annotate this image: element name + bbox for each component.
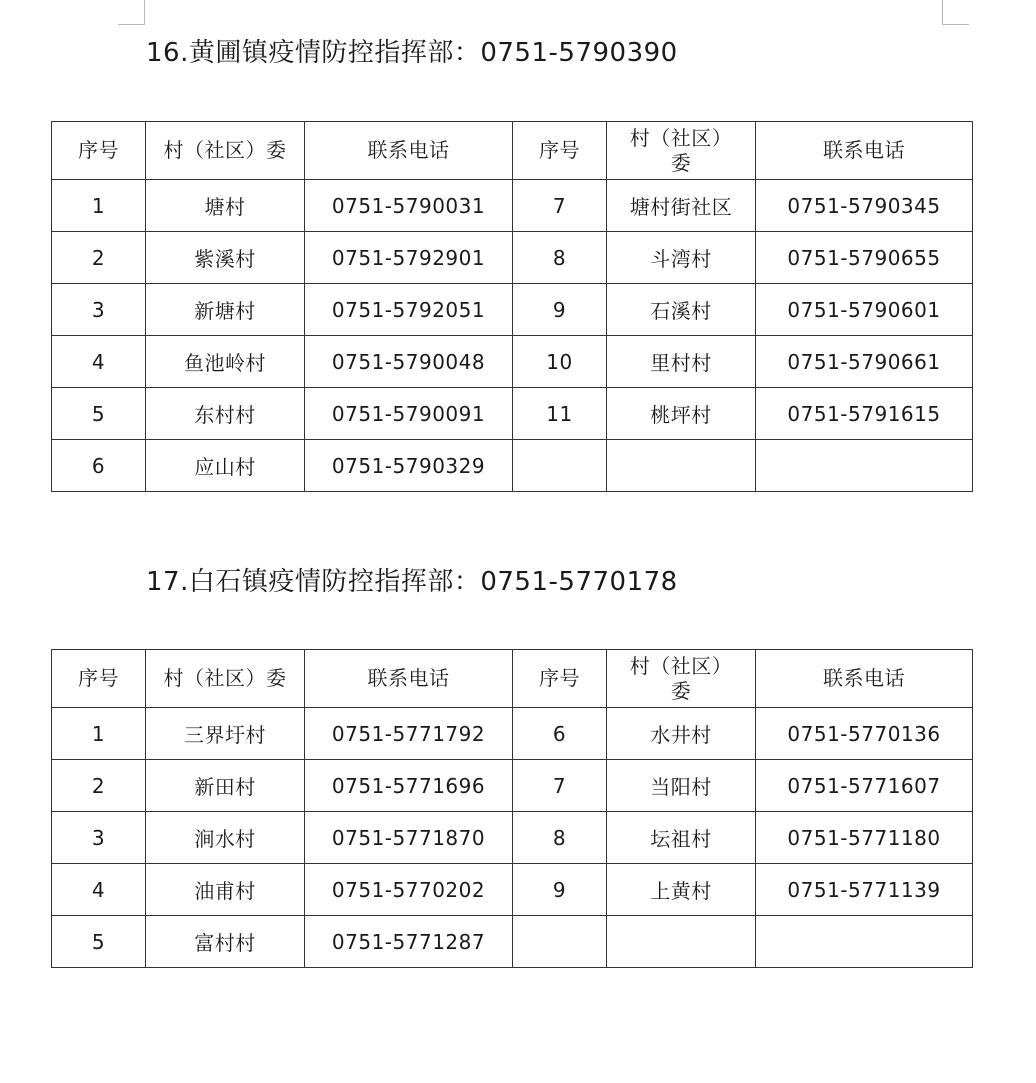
- column-header: [607, 122, 756, 180]
- table-cell: 5: [52, 388, 146, 440]
- column-header: 序号: [52, 650, 146, 708]
- table-cell: 0751-5771870: [305, 812, 513, 864]
- column-header: 序号: [513, 650, 607, 708]
- column-header: 村（社区）委: [146, 122, 305, 180]
- table-cell: 塘村街社区: [607, 180, 756, 232]
- column-header: 村（社区）委: [146, 650, 305, 708]
- table-row: [52, 760, 973, 812]
- table-cell: 3: [52, 812, 146, 864]
- table-cell: 4: [52, 864, 146, 916]
- column-header: 联系电话: [756, 650, 973, 708]
- table-cell: 0751-5790655: [756, 232, 973, 284]
- table-cell: 塘村: [146, 180, 305, 232]
- table-cell: 当阳村: [607, 760, 756, 812]
- table-cell: 0751-5790048: [305, 336, 513, 388]
- table-cell: 6: [513, 708, 607, 760]
- table-cell: 4: [52, 336, 146, 388]
- table-row: [52, 180, 973, 232]
- table-cell: 三界圩村: [146, 708, 305, 760]
- table-cell: 新田村: [146, 760, 305, 812]
- table-cell: 油甫村: [146, 864, 305, 916]
- table-cell: 2: [52, 232, 146, 284]
- table-cell: 1: [52, 708, 146, 760]
- table-cell: 0751-5771139: [756, 864, 973, 916]
- contact-table: [51, 649, 973, 968]
- table-cell: 0751-5790031: [305, 180, 513, 232]
- table-cell: 里村村: [607, 336, 756, 388]
- column-header: 联系电话: [305, 122, 513, 180]
- table-cell: 3: [52, 284, 146, 336]
- table-cell: 0751-5792901: [305, 232, 513, 284]
- table-row: [52, 232, 973, 284]
- column-header-label: 村（社区）委: [629, 653, 733, 703]
- table-cell: 8: [513, 812, 607, 864]
- column-header: 联系电话: [305, 650, 513, 708]
- table-cell: [607, 440, 756, 492]
- table-cell: 1: [52, 180, 146, 232]
- table-cell: 坛祖村: [607, 812, 756, 864]
- table-cell: 上黄村: [607, 864, 756, 916]
- table-cell: 8: [513, 232, 607, 284]
- table-cell: 0751-5792051: [305, 284, 513, 336]
- table-cell: 富村村: [146, 916, 305, 968]
- column-header-label: 村（社区）委: [629, 125, 733, 175]
- table-cell: [513, 440, 607, 492]
- table-cell: 应山村: [146, 440, 305, 492]
- table-cell: 0751-5790601: [756, 284, 973, 336]
- table-cell: 0751-5790329: [305, 440, 513, 492]
- table-header-row: [52, 650, 973, 708]
- table-cell: 石溪村: [607, 284, 756, 336]
- table-cell: 6: [52, 440, 146, 492]
- table-cell: 斗湾村: [607, 232, 756, 284]
- section-title: 16.黄圃镇疫情防控指挥部：0751-5790390: [146, 38, 678, 68]
- table-cell: 紫溪村: [146, 232, 305, 284]
- table-cell: [513, 916, 607, 968]
- table-cell: 0751-5771607: [756, 760, 973, 812]
- column-header: 序号: [513, 122, 607, 180]
- table-cell: 10: [513, 336, 607, 388]
- table-cell: 0751-5771696: [305, 760, 513, 812]
- table-cell: 0751-5790091: [305, 388, 513, 440]
- table-row: [52, 864, 973, 916]
- table-cell: 5: [52, 916, 146, 968]
- table-cell: 0751-5790345: [756, 180, 973, 232]
- table-cell: 0751-5770202: [305, 864, 513, 916]
- table-row: [52, 336, 973, 388]
- table-cell: 桃坪村: [607, 388, 756, 440]
- table-cell: 7: [513, 180, 607, 232]
- table-cell: 新塘村: [146, 284, 305, 336]
- table-row: [52, 812, 973, 864]
- table-row: [52, 708, 973, 760]
- page-corner-mark-right: [942, 0, 969, 25]
- table-row: [52, 916, 973, 968]
- table-cell: 0751-5790661: [756, 336, 973, 388]
- table-cell: 0751-5771287: [305, 916, 513, 968]
- column-header: [607, 650, 756, 708]
- table-cell: 9: [513, 284, 607, 336]
- page-corner-mark-left: [118, 0, 145, 25]
- table-cell: 7: [513, 760, 607, 812]
- table-cell: 11: [513, 388, 607, 440]
- column-header: 联系电话: [756, 122, 973, 180]
- section-title: 17.白石镇疫情防控指挥部：0751-5770178: [146, 567, 678, 597]
- table-cell: 2: [52, 760, 146, 812]
- table-cell: [756, 916, 973, 968]
- table-header-row: [52, 122, 973, 180]
- contact-table: [51, 121, 973, 492]
- table-cell: 水井村: [607, 708, 756, 760]
- table-cell: 0751-5771792: [305, 708, 513, 760]
- table-cell: 9: [513, 864, 607, 916]
- table-row: [52, 388, 973, 440]
- table-cell: 0751-5771180: [756, 812, 973, 864]
- table-cell: 0751-5791615: [756, 388, 973, 440]
- table-row: [52, 284, 973, 336]
- table-cell: [756, 440, 973, 492]
- column-header: 序号: [52, 122, 146, 180]
- table-cell: 东村村: [146, 388, 305, 440]
- table-cell: 0751-5770136: [756, 708, 973, 760]
- table-cell: 涧水村: [146, 812, 305, 864]
- table-cell: 鱼池岭村: [146, 336, 305, 388]
- table-row: [52, 440, 973, 492]
- table-cell: [607, 916, 756, 968]
